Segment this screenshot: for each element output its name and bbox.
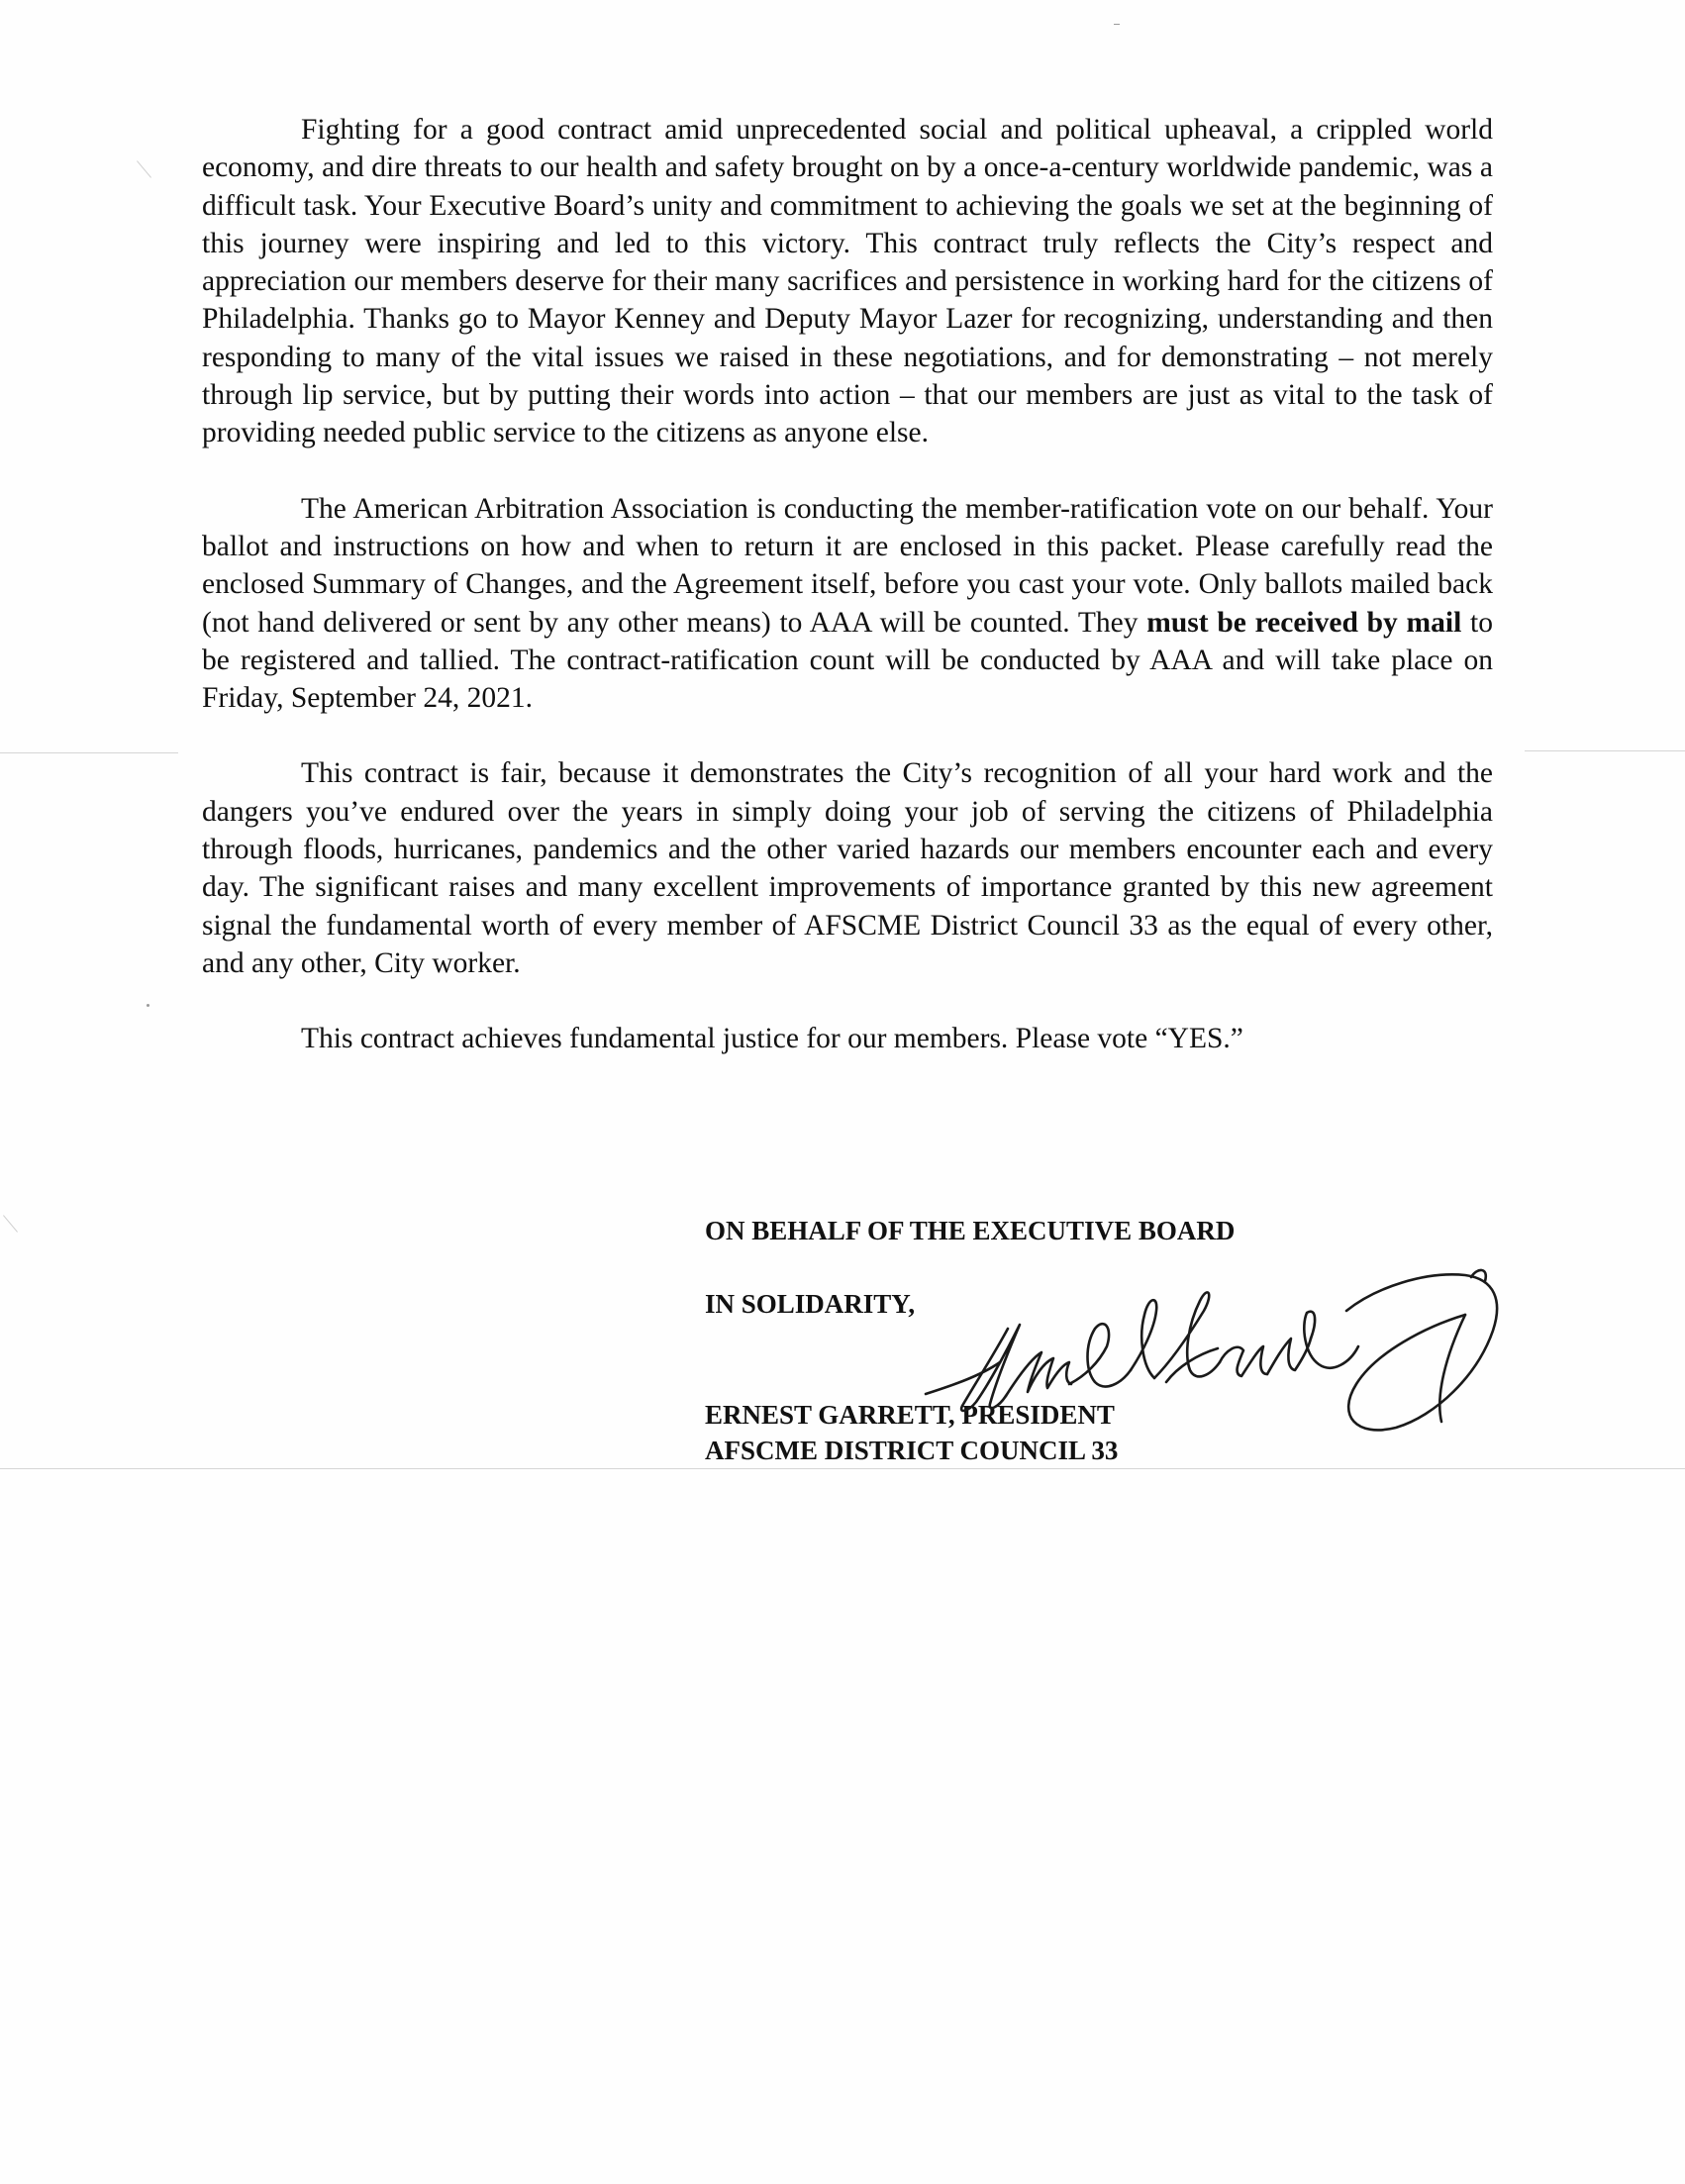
paragraph-vote-yes: This contract achieves fundamental justice for our members. Please vote “YES.” — [301, 1023, 1243, 1055]
signer-organization: AFSCME DISTRICT COUNCIL 33 — [705, 1436, 1119, 1465]
scan-artifact-mark — [137, 160, 151, 177]
handwritten-signature — [911, 1267, 1525, 1465]
scan-artifact-line — [0, 752, 178, 753]
scan-fold-line — [0, 1468, 1685, 1469]
scan-artifact-mark — [3, 1215, 18, 1232]
closing-salutation: IN SOLIDARITY, — [705, 1289, 916, 1319]
paragraph-text: to be registered and tallied. The contract-ratification count will be conducted by AAA and will take place on Friday, September 24, 2021. — [202, 606, 1493, 715]
signer-name-title: ERNEST GARRETT, PRESIDENT — [705, 1400, 1115, 1430]
scan-artifact-mark — [1114, 24, 1120, 25]
letter-body — [202, 111, 1493, 1096]
paragraph-contract-fight: Fighting for a good contract amid unprecedented social and political upheaval, a crippled world economy, and dire threats to our health and safety brought on by a once-a-century worldwide pandemic, was a difficult task. Your Executive Board’s unity and commitment to achieving the goals we set at the beginning of this journey were inspiring and led to this victory. This contract truly reflects the City’s respect and appreciation our members deserve for their many sacrifices and persistence in working hard for the citizens of Philadelphia. Thanks go to Mayor Kenney and Deputy Mayor Lazer for recognizing, understanding and then responding to many of the vital issues we raised in these negotiations, and for demonstrating – not merely through lip service, but by putting their words into action – that our members are just as vital to the task of providing needed public service to the citizens as anyone else. — [202, 114, 1493, 449]
emphasis-received-by-mail: must be received by mail — [1146, 606, 1462, 639]
scan-artifact-dot — [147, 1004, 149, 1007]
paragraph-ratification-vote — [202, 490, 1493, 718]
scan-artifact-line — [1525, 750, 1685, 751]
on-behalf-line: ON BEHALF OF THE EXECUTIVE BOARD — [705, 1216, 1236, 1245]
paragraph-text: The American Arbitration Association is conducting the member-ratification vote on our behalf. Your ballot and instructions on how and when to return it are enclosed in this packet. Please carefully read the enclosed Summary of Changes, and the Agreement itself, before you cast your vote. Only ballots mailed back (not hand delivered or sent by any other means) to AAA will be counted. They — [202, 492, 1493, 639]
paragraph-contract-fair: This contract is fair, because it demonstrates the City’s recognition of all your hard work and the dangers you’ve endured over the years in simply doing your job of serving the citizens of Philadelphia through floods, hurricanes, pandemics and the other varied hazards our members encounter each and every day. The significant raises and many excellent improvements of importance granted by this new agreement signal the fundamental worth of every member of AFSCME District Council 33 as the equal of every other, and any other, City worker. — [202, 757, 1493, 979]
